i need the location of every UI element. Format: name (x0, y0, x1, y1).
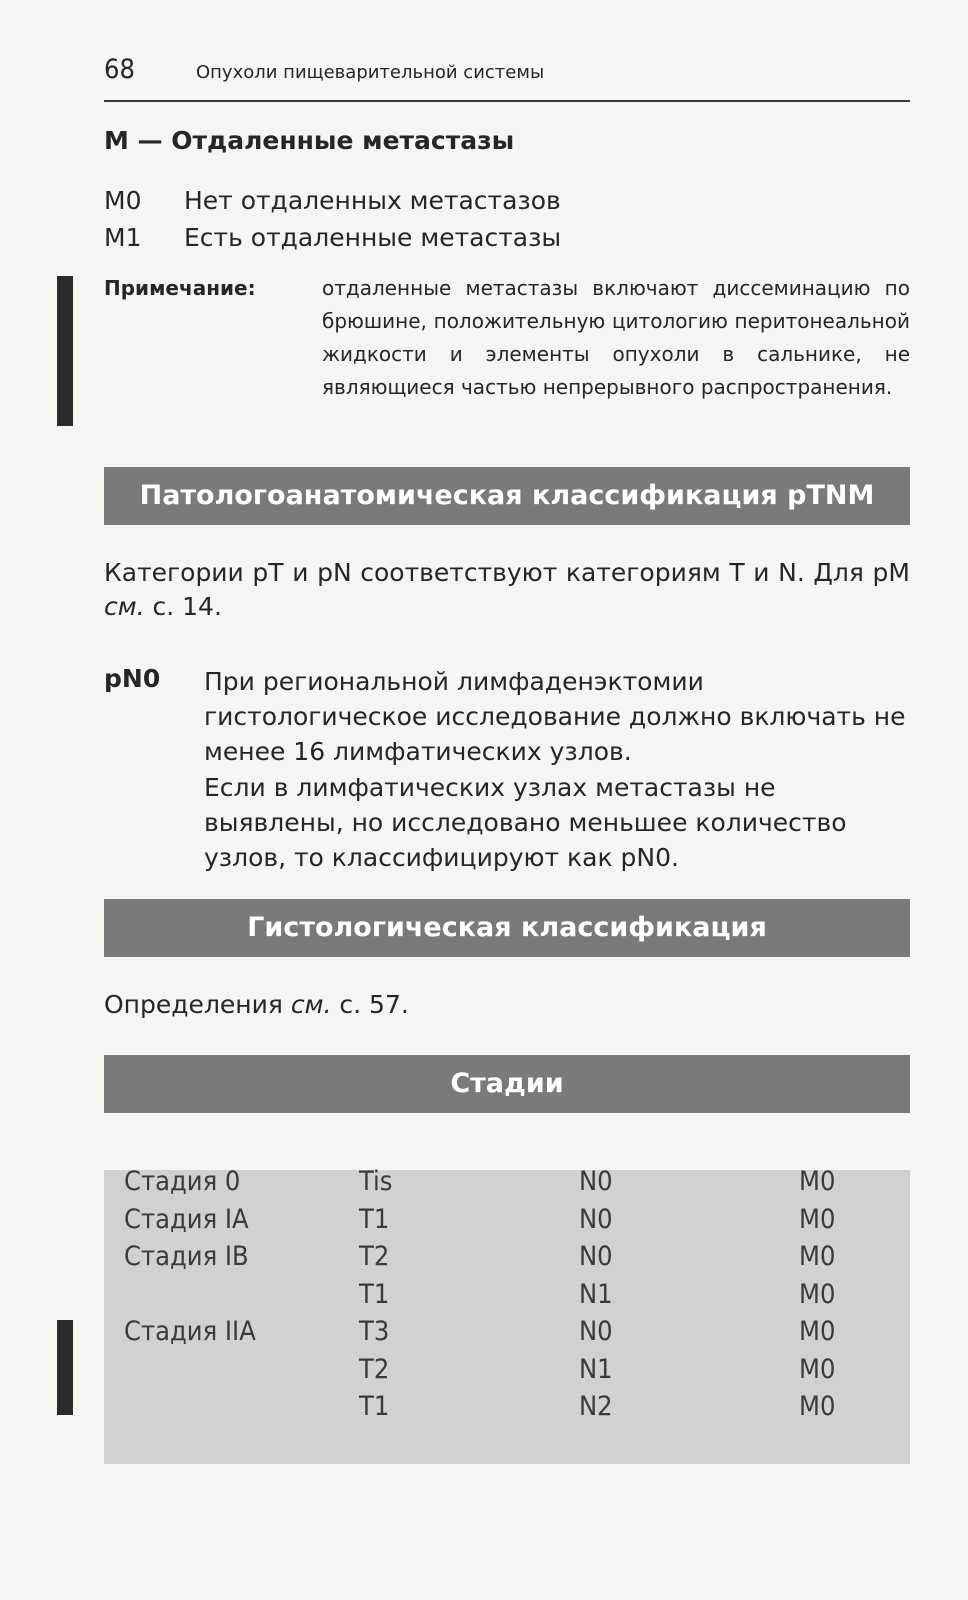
ptnm-intro-text-a: Категории pT и pN соответствуют категориям T и N. Для pM (104, 558, 910, 587)
margin-bar-bottom (57, 1320, 73, 1415)
stage-t: T3 (359, 1316, 390, 1347)
m0-text: Нет отдаленных метастазов (184, 186, 561, 215)
stage-n: N0 (579, 1204, 613, 1235)
m-section-title: М — Отдаленные метастазы (104, 126, 515, 155)
m0-definition (104, 186, 561, 215)
m1-definition (104, 223, 561, 252)
stage-n: N0 (579, 1241, 613, 1272)
ptnm-heading: Патологоанатомическая классификация pTNM (104, 467, 910, 525)
pn0-text-1: При региональной лимфаденэктомии гистологическое исследование должно включать не менее 16 лимфатических узлов. (204, 667, 906, 766)
stage-n: N0 (579, 1166, 613, 1197)
stage-t: T1 (359, 1279, 390, 1310)
note-text: отдаленные метастазы включают диссеминацию по брюшине, положительную цитологию перитонеальной жидкости и элементы опухоли в сальнике, не являющиеся частью непрерывного распространения. (322, 276, 910, 399)
stage-m: M0 (799, 1279, 836, 1310)
stage-row-2 (104, 1241, 910, 1279)
m1-text: Есть отдаленные метастазы (184, 223, 562, 252)
histology-see: см. (290, 990, 332, 1019)
stage-m: M0 (799, 1204, 836, 1235)
stage-name: Стадия 0 (124, 1166, 241, 1197)
stage-t: T1 (359, 1204, 390, 1235)
stage-t: T1 (359, 1391, 390, 1422)
stage-row-0 (104, 1166, 910, 1204)
stage-row-5 (104, 1354, 910, 1392)
stage-n: N1 (579, 1279, 613, 1310)
stages-heading: Стадии (104, 1055, 910, 1113)
note-label: Примечание: (104, 276, 256, 300)
histology-text-a: Определения (104, 990, 291, 1019)
running-header (104, 52, 910, 102)
stage-t: T2 (359, 1354, 390, 1385)
stage-row-3 (104, 1279, 910, 1317)
stage-n: N1 (579, 1354, 613, 1385)
stage-m: M0 (799, 1241, 836, 1272)
stage-row-6 (104, 1391, 910, 1429)
histology-text (104, 988, 910, 1022)
stage-name: Стадия IB (124, 1241, 249, 1272)
stage-m: M0 (799, 1316, 836, 1347)
margin-bar-top (57, 276, 73, 426)
stage-t: Tis (359, 1166, 393, 1197)
pn0-code: pN0 (104, 664, 161, 693)
ptnm-intro (104, 556, 910, 624)
stage-n: N0 (579, 1316, 613, 1347)
stage-t: T2 (359, 1241, 390, 1272)
stage-row-4 (104, 1316, 910, 1354)
stage-name: Стадия IIA (124, 1316, 256, 1347)
page-number: 68 (104, 54, 135, 85)
stages-table (104, 1166, 910, 1464)
m0-code: М0 (104, 186, 142, 215)
stage-m: M0 (799, 1391, 836, 1422)
histology-heading: Гистологическая классификация (104, 899, 910, 957)
stage-name: Стадия IA (124, 1204, 249, 1235)
stage-m: M0 (799, 1166, 836, 1197)
stage-m: M0 (799, 1354, 836, 1385)
ptnm-intro-text-b: с. 14. (144, 592, 222, 621)
ptnm-intro-see: см. (104, 592, 145, 621)
stage-row-1 (104, 1204, 910, 1242)
pn0-text-2: Если в лимфатических узлах метастазы не выявлены, но исследовано меньшее количество узлов, то классифицируют как pN0. (204, 773, 847, 872)
stage-n: N2 (579, 1391, 613, 1422)
histology-text-b: с. 57. (331, 990, 409, 1019)
running-title: Опухоли пищеварительной системы (196, 62, 545, 83)
m1-code: М1 (104, 223, 142, 252)
